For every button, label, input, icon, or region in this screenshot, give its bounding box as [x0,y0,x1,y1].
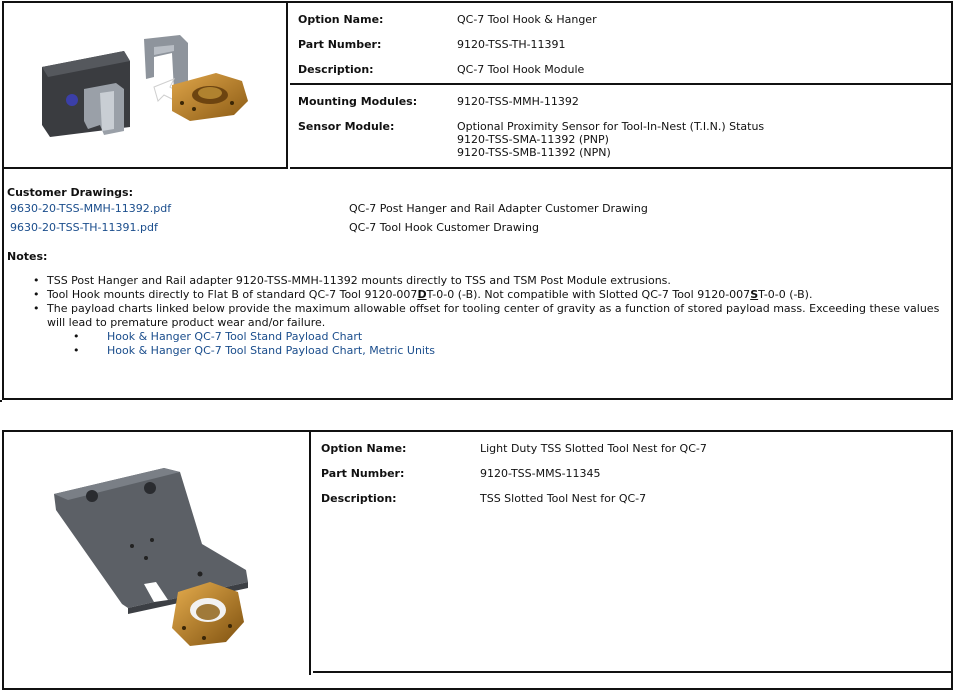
note-bullet-2-part-b: D [417,288,427,301]
note-bullet-2-part-d: S [750,288,759,301]
slotted-tool-nest-image [4,432,311,675]
product2-info [313,432,951,673]
bullet-dot: • [73,344,80,357]
sensor-module-label: Sensor Module: [298,120,395,133]
description-label: Description: [298,63,374,76]
notes-heading: Notes: [7,250,48,263]
product2-image-cell [4,432,311,675]
product1-info-top [290,3,951,85]
drawing-title-mmh: QC-7 Post Hanger and Rail Adapter Customer Drawing [349,202,648,215]
drawing-link-th[interactable]: 9630-20-TSS-TH-11391.pdf [10,221,158,234]
bullet-dot: • [33,274,40,287]
sensor-line: 9120-TSS-SMB-11392 (NPN) [457,146,611,159]
description-value: TSS Slotted Tool Nest for QC-7 [480,492,647,505]
bullet-dot: • [33,302,40,315]
part-number-value: 9120-TSS-MMS-11345 [480,467,601,480]
customer-drawings-heading: Customer Drawings: [7,186,134,199]
product1-image-cell [4,3,288,169]
option-name-label: Option Name: [321,442,407,455]
sensor-line: 9120-TSS-SMA-11392 (PNP) [457,133,609,146]
option-name-label: Option Name: [298,13,384,26]
option-name-value: Light Duty TSS Slotted Tool Nest for QC-7 [480,442,707,455]
part-number-label: Part Number: [298,38,382,51]
product1-info-bottom [290,85,951,169]
page-divider [0,400,2,402]
option-name-value: QC-7 Tool Hook & Hanger [457,13,597,26]
sensor-module-value [457,120,764,159]
sensor-line: Optional Proximity Sensor for Tool-In-Nest (T.I.N.) Status [457,120,765,133]
note-bullet-3: The payload charts linked below provide the maximum allowable offset for tooling center of gravity as a function of stored payload mass. Exceeding these values will lead to premature product wear and/or failure. [47,302,940,329]
tool-hook-image [4,3,288,167]
mounting-modules-value: 9120-TSS-MMH-11392 [457,95,579,108]
part-number-value: 9120-TSS-TH-11391 [457,38,566,51]
note-bullet-2-part-c: T-0-0 (-B). Not compatible with Slotted QC-7 Tool 9120-007 [426,288,751,301]
drawing-title-th: QC-7 Tool Hook Customer Drawing [349,221,539,234]
drawing-link-mmh[interactable]: 9630-20-TSS-MMH-11392.pdf [10,202,172,215]
note-bullet-2-part-a: Tool Hook mounts directly to Flat B of standard QC-7 Tool 9120-007 [47,288,418,301]
bullet-dot: • [33,288,40,301]
note-bullet-2-part-e: T-0-0 (-B). [758,288,813,301]
note-bullet-1: TSS Post Hanger and Rail adapter 9120-TSS-MMH-11392 mounts directly to TSS and TSM Post Module extrusions. [47,274,671,287]
note-bullet-2 [47,288,812,301]
payload-chart-metric-link[interactable]: Hook & Hanger QC-7 Tool Stand Payload Chart, Metric Units [107,344,436,357]
part-number-label: Part Number: [321,467,405,480]
description-label: Description: [321,492,397,505]
payload-chart-link[interactable]: Hook & Hanger QC-7 Tool Stand Payload Chart [107,330,363,343]
mounting-modules-label: Mounting Modules: [298,95,418,108]
description-value: QC-7 Tool Hook Module [457,63,585,76]
bullet-dot: • [73,330,80,343]
